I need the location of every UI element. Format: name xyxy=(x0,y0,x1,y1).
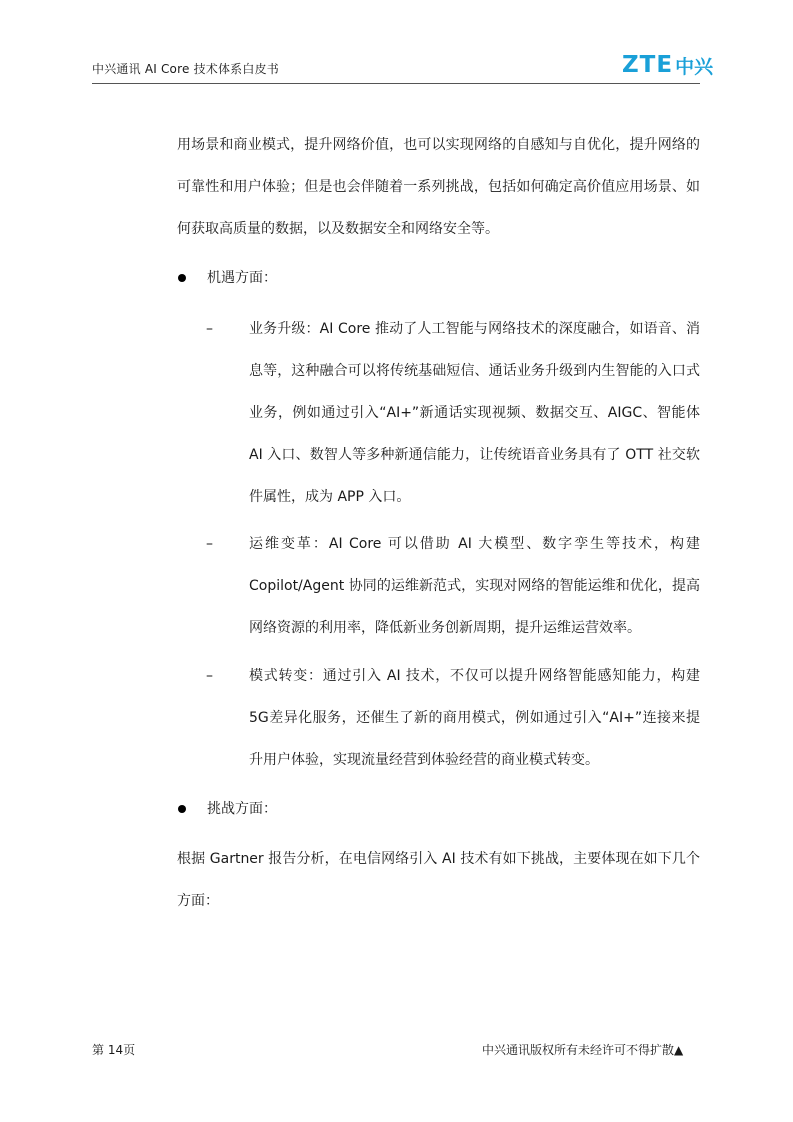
list-item xyxy=(206,655,700,781)
logo-cjk: 中兴 xyxy=(675,55,714,78)
document-title: 中兴通讯 AI Core 技术体系白皮书 xyxy=(92,62,279,76)
list-item xyxy=(206,523,700,649)
closing-paragraph: 根据 Gartner 报告分析，在电信网络引入 AI 技术有如下挑战，主要体现在如下几个方面： xyxy=(177,851,700,909)
bullet-dot-icon xyxy=(178,805,186,813)
list-item-text: 模式转变：通过引入 AI 技术，不仅可以提升网络智能感知能力，构建 5G差异化服务，还催生了新的商用模式，例如通过引入“AI+”连接来提升用户体验，实现流量经营到体验经营的商业模式转变。 xyxy=(249,668,700,768)
dash-marker: – xyxy=(206,668,213,684)
page-number: 第 14页 xyxy=(92,1043,136,1057)
list-item-text: 运维变革：AI Core 可以借助 AI 大模型、数字孪生等技术，构建Copilot/Agent 协同的运维新范式，实现对网络的智能运维和优化，提高网络资源的利用率，降低新业务创新周期，提升运维运营效率。 xyxy=(249,536,700,636)
opportunities-bullet xyxy=(207,268,277,288)
opportunities-heading: 机遇方面： xyxy=(207,270,277,286)
dash-marker: – xyxy=(206,536,213,552)
intro-paragraph: 用场景和商业模式，提升网络价值，也可以实现网络的自感知与自优化，提升网络的可靠性和用户体验；但是也会伴随着一系列挑战，包括如何确定高价值应用场景、如何获取高质量的数据，以及数据安全和网络安全等。 xyxy=(177,137,700,237)
bullet-dot-icon xyxy=(178,274,186,282)
header-divider xyxy=(92,83,700,84)
copyright-notice: 中兴通讯版权所有未经许可不得扩散▲ xyxy=(482,1043,684,1057)
challenges-heading: 挑战方面： xyxy=(207,801,277,817)
zte-logo xyxy=(622,52,713,78)
challenges-bullet xyxy=(207,799,277,819)
list-item-text: 业务升级：AI Core 推动了人工智能与网络技术的深度融合，如语音、消息等，这种融合可以将传统基础短信、通话业务升级到内生智能的入口式业务，例如通过引入“AI+”新通话实现视频、数据交互、AIGC、智能体AI 入口、数智人等多种新通信能力，让传统语音业务具有了 OTT 社交软件属性，成为 APP 入口。 xyxy=(249,321,700,505)
dash-marker: – xyxy=(206,321,213,337)
logo-latin: ZTE xyxy=(622,52,674,78)
list-item xyxy=(206,308,700,518)
